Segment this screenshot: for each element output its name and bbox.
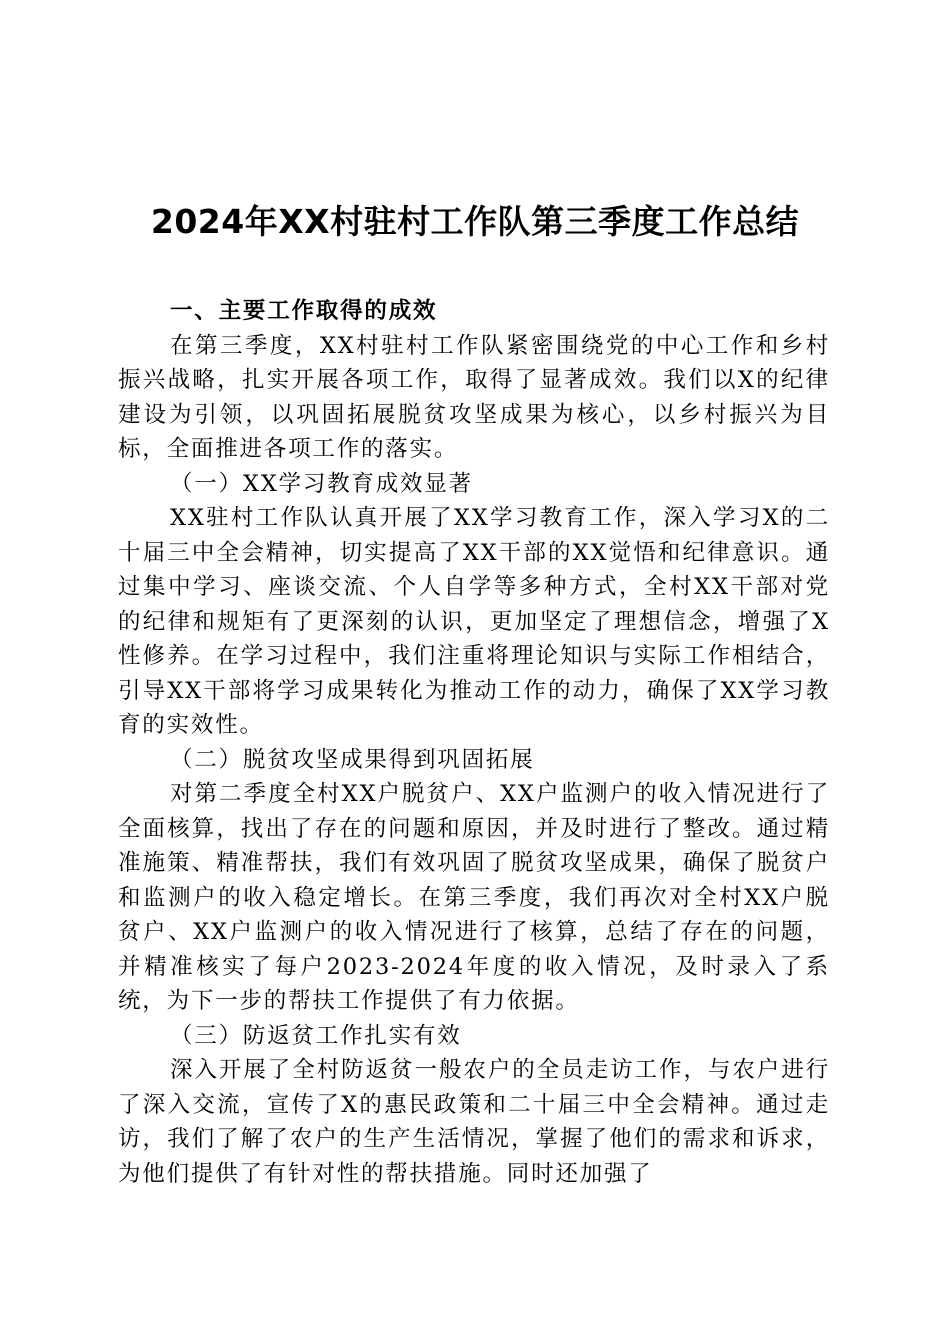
document-body: [118, 294, 830, 1191]
subsection-heading-prevent-return-poverty: （三）防返贫工作扎实有效: [170, 1022, 462, 1049]
subsection-heading-poverty-alleviation: （二）脱贫攻坚成果得到巩固拓展: [170, 746, 535, 773]
intro-paragraph: 在第三季度，XX村驻村工作队紧密围绕党的中心工作和乡村振兴战略，扎实开展各项工作，取得了显著成效。我们以X的纪律建设为引领，以巩固拓展脱贫攻坚成果为核心，以乡村振兴为目标，全面推进各项工作的落实。: [118, 332, 830, 462]
document-title: 2024年XX村驻村工作队第三季度工作总结: [150, 202, 800, 241]
paragraph-study-education: XX驻村工作队认真开展了XX学习教育工作，深入学习X的二十届三中全会精神，切实提高了XX干部的XX觉悟和纪律意识。通过集中学习、座谈交流、个人自学等多种方式，全村XX干部对党的纪律和规矩有了更深刻的认识，更加坚定了理想信念，增强了X性修养。在学习过程中，我们注重将理论知识与实际工作相结合，引导XX干部将学习成果转化为推动工作的动力，确保了XX学习教育的实效性。: [118, 505, 830, 738]
paragraph-poverty-alleviation: 对第二季度全村XX户脱贫户、XX户监测户的收入情况进行了全面核算，找出了存在的问题和原因，并及时进行了整改。通过精准施策、精准帮扶，我们有效巩固了脱贫攻坚成果，确保了脱贫户和监测户的收入稳定增长。在第三季度，我们再次对全村XX户脱贫户、XX户监测户的收入情况进行了核算，总结了存在的问题，并精准核实了每户2023-2024年度的收入情况，及时录入了系统，为下一步的帮扶工作提供了有力依据。: [118, 781, 830, 1014]
paragraph-prevent-return-poverty: 深入开展了全村防返贫一般农户的全员走访工作，与农户进行了深入交流，宣传了X的惠民政策和二十届三中全会精神。通过走访，我们了解了农户的生产生活情况，掌握了他们的需求和诉求，为他们提供了有针对性的帮扶措施。同时还加强了: [118, 1057, 830, 1187]
subsection-heading-study-education: （一）XX学习教育成效显著: [170, 470, 473, 497]
section-heading-main-achievements: 一、主要工作取得的成效: [170, 298, 438, 324]
